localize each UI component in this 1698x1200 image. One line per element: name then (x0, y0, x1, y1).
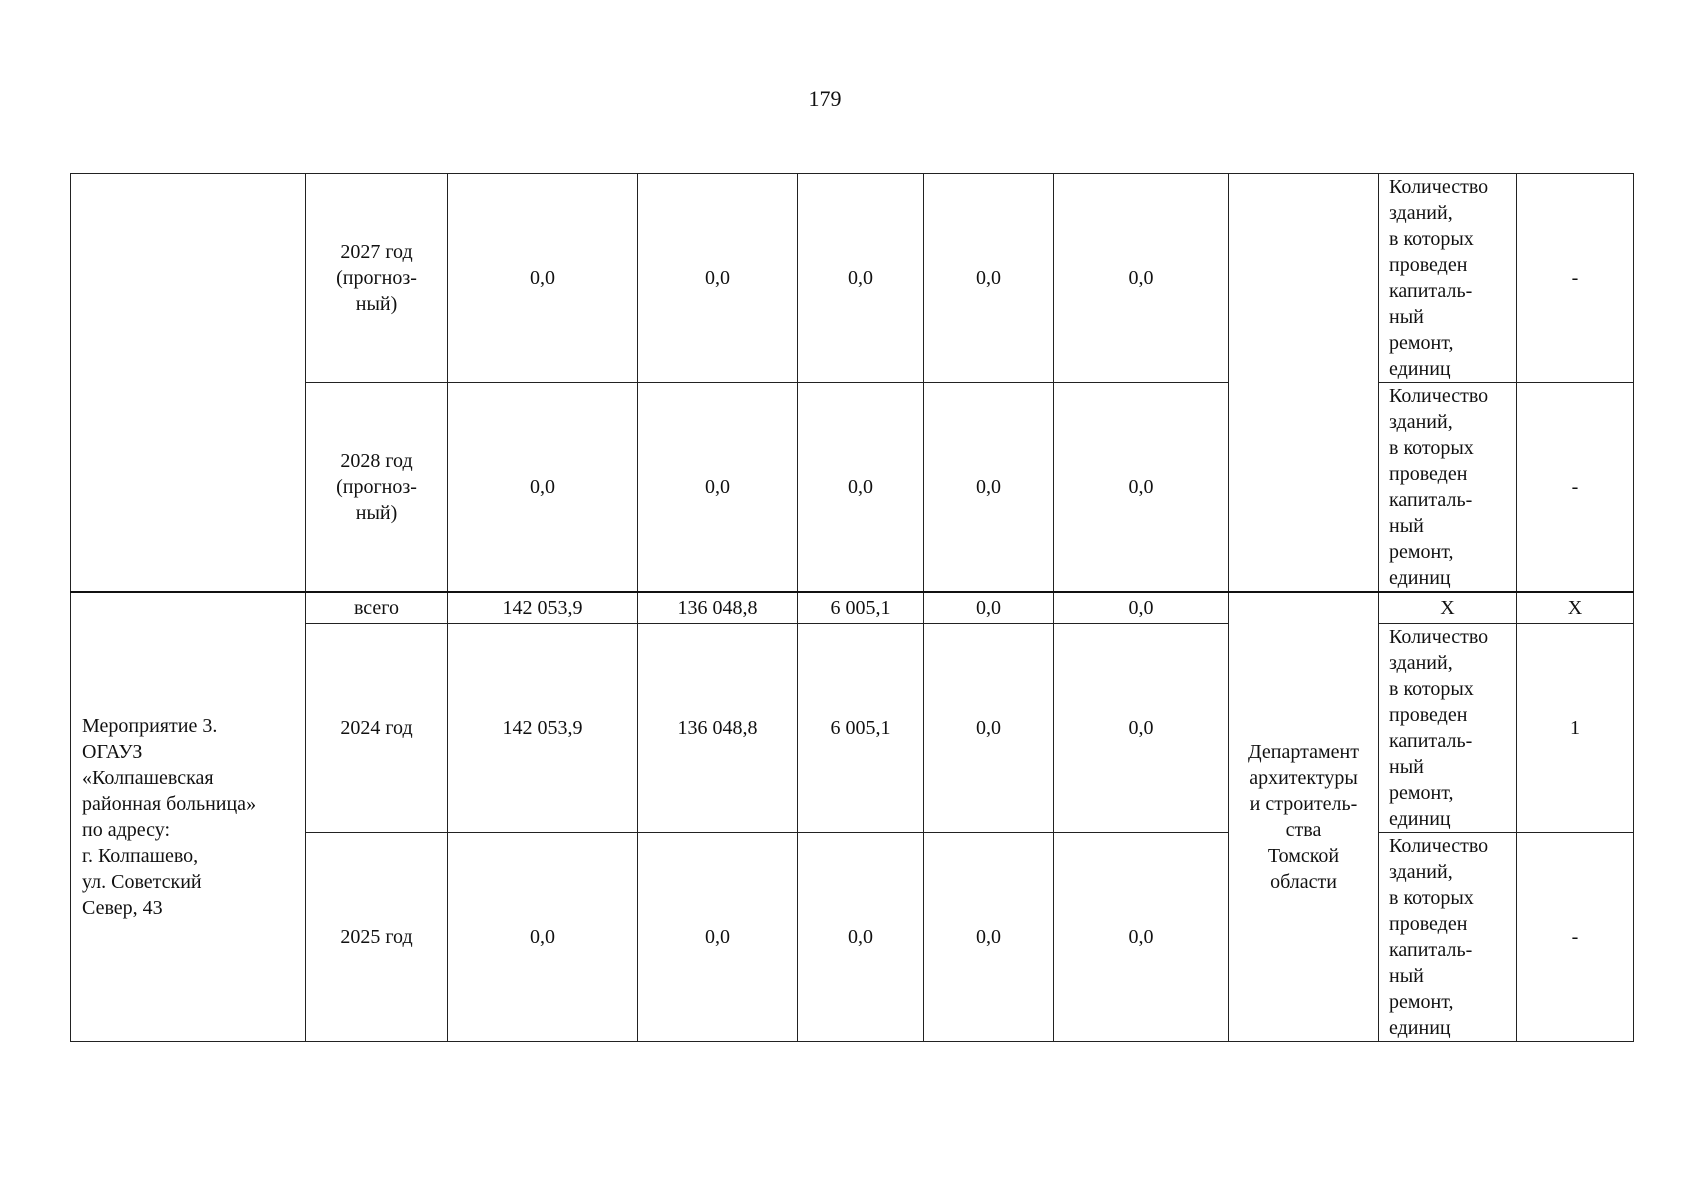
indicator-value-cell: X (1517, 592, 1634, 623)
value-cell: 0,0 (924, 592, 1054, 623)
value-cell: 0,0 (448, 832, 638, 1041)
value-cell: 136 048,8 (638, 592, 798, 623)
value-cell: 0,0 (1054, 623, 1229, 832)
indicator-value-cell: - (1517, 383, 1634, 593)
value-cell: 6 005,1 (798, 623, 924, 832)
value-cell: 0,0 (448, 174, 638, 383)
value-cell: 6 005,1 (798, 592, 924, 623)
value-cell: 0,0 (798, 832, 924, 1041)
indicator-cell: X (1379, 592, 1517, 623)
value-cell: 136 048,8 (638, 623, 798, 832)
year-cell: 2024 год (306, 623, 448, 832)
executor-cell-empty (1229, 174, 1379, 593)
value-cell: 0,0 (924, 174, 1054, 383)
page-number: 179 (808, 86, 842, 111)
value-cell: 0,0 (1054, 592, 1229, 623)
year-cell: 2027 год (прогноз- ный) (306, 174, 448, 383)
year-cell: 2025 год (306, 832, 448, 1041)
funding-table (70, 173, 1634, 1042)
value-cell: 142 053,9 (448, 592, 638, 623)
year-cell: всего (306, 592, 448, 623)
value-cell: 142 053,9 (448, 623, 638, 832)
indicator-cell: Количество зданий, в которых проведен капиталь- ный ремонт, единиц (1379, 623, 1517, 832)
table-row (71, 383, 1634, 593)
indicator-value-cell: 1 (1517, 623, 1634, 832)
value-cell: 0,0 (1054, 174, 1229, 383)
event-name-cell: Мероприятие 3. ОГАУЗ «Колпашевская районная больница» по адресу: г. Колпашево, ул. Советский Север, 43 (71, 592, 306, 1041)
indicator-cell: Количество зданий, в которых проведен капиталь- ный ремонт, единиц (1379, 174, 1517, 383)
value-cell: 0,0 (638, 832, 798, 1041)
indicator-cell: Количество зданий, в которых проведен капиталь- ный ремонт, единиц (1379, 383, 1517, 593)
value-cell: 0,0 (638, 174, 798, 383)
indicator-cell: Количество зданий, в которых проведен капиталь- ный ремонт, единиц (1379, 832, 1517, 1041)
value-cell: 0,0 (924, 832, 1054, 1041)
value-cell: 0,0 (798, 383, 924, 593)
indicator-value-cell: - (1517, 174, 1634, 383)
value-cell: 0,0 (448, 383, 638, 593)
indicator-value-cell: - (1517, 832, 1634, 1041)
table-row-total (71, 592, 1634, 623)
value-cell: 0,0 (798, 174, 924, 383)
table-row (71, 174, 1634, 383)
table-row (71, 832, 1634, 1041)
event-name-cell-empty (71, 174, 306, 593)
executor-cell: Департамент архитектуры и строитель- ства Томской области (1229, 592, 1379, 1041)
table-row (71, 623, 1634, 832)
value-cell: 0,0 (638, 383, 798, 593)
value-cell: 0,0 (924, 623, 1054, 832)
value-cell: 0,0 (1054, 832, 1229, 1041)
value-cell: 0,0 (924, 383, 1054, 593)
value-cell: 0,0 (1054, 383, 1229, 593)
year-cell: 2028 год (прогноз- ный) (306, 383, 448, 593)
